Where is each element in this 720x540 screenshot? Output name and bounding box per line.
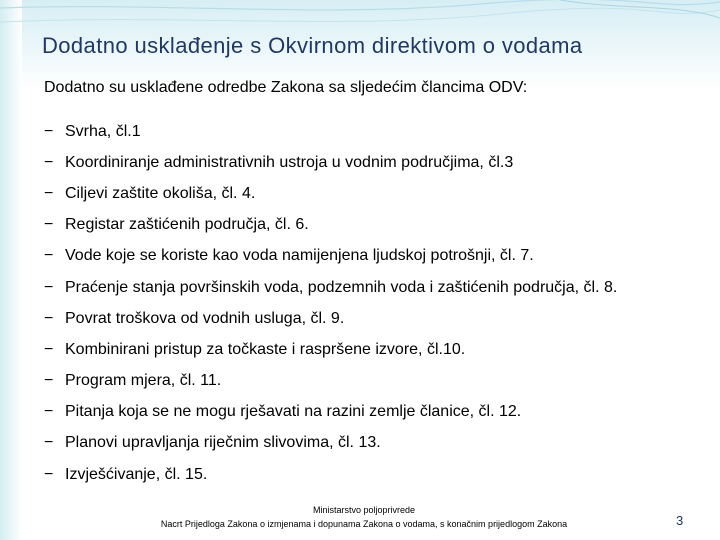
list-item-text: Ciljevi zaštite okoliša, čl. 4. (65, 184, 256, 202)
list-item-text: Izvješćivanje, čl. 15. (65, 465, 208, 483)
list-item-text: Vode koje se koriste kao voda namijenjena ljudskoj potrošnji, čl. 7. (65, 247, 534, 265)
list-item (44, 272, 617, 303)
intro-text: Dodatno su usklađene odredbe Zakona sa sljedećim člancima ODV: (44, 79, 528, 96)
slide-footer (138, 503, 590, 531)
list-item-text: Pitanja koja se ne mogu rješavati na razini zemlje članice, čl. 12. (65, 403, 522, 421)
list-item (44, 241, 617, 272)
bullet-dash: − (44, 372, 54, 390)
bullet-dash: − (44, 278, 54, 296)
list-item (44, 303, 617, 334)
slide-title: Dodatno usklađenje s Okvirnom direktivom o vodama (42, 33, 583, 58)
list-item (44, 366, 617, 397)
bullet-dash: − (44, 465, 54, 483)
list-item (44, 459, 617, 490)
bullet-dash: − (44, 403, 54, 421)
list-item-text: Planovi upravljanja riječnim slivovima, čl. 13. (65, 434, 381, 452)
list-item-text: Program mjera, čl. 11. (65, 372, 222, 390)
bullet-dash: − (44, 184, 54, 202)
bullet-dash: − (44, 247, 54, 265)
list-item-text: Kombinirani pristup za točkaste i raspršene izvore, čl.10. (65, 340, 466, 358)
list-item (44, 334, 617, 365)
footer-document-title: Nacrt Prijedloga Zakona o izmjenama i dopunama Zakona o vodama, s konačnim prijedlogom Zakona (160, 519, 568, 529)
list-item (44, 178, 617, 209)
page-number: 3 (676, 513, 684, 528)
list-item (44, 210, 617, 241)
list-item-text: Povrat troškova od vodnih usluga, čl. 9. (65, 309, 345, 327)
list-item (44, 397, 617, 428)
list-item (44, 428, 617, 459)
bullet-dash: − (44, 434, 54, 452)
list-item-text: Registar zaštićenih područja, čl. 6. (65, 216, 309, 234)
bullet-dash: − (44, 340, 54, 358)
list-item-text: Praćenje stanja površinskih voda, podzemnih voda i zaštićenih područja, čl. 8. (65, 278, 618, 296)
bullet-dash: − (44, 216, 54, 234)
bullet-dash: − (44, 153, 54, 171)
bullet-dash: − (44, 309, 54, 327)
left-edge-background (0, 0, 22, 540)
bullet-dash: − (44, 122, 54, 140)
list-item (44, 116, 617, 147)
list-item (44, 147, 617, 178)
list-item-text: Svrha, čl.1 (65, 122, 141, 140)
list-item-text: Koordiniranje administrativnih ustroja u vodnim područjima, čl.3 (65, 153, 514, 171)
article-list (44, 116, 617, 490)
footer-ministry: Ministarstvo poljoprivrede (312, 505, 416, 515)
